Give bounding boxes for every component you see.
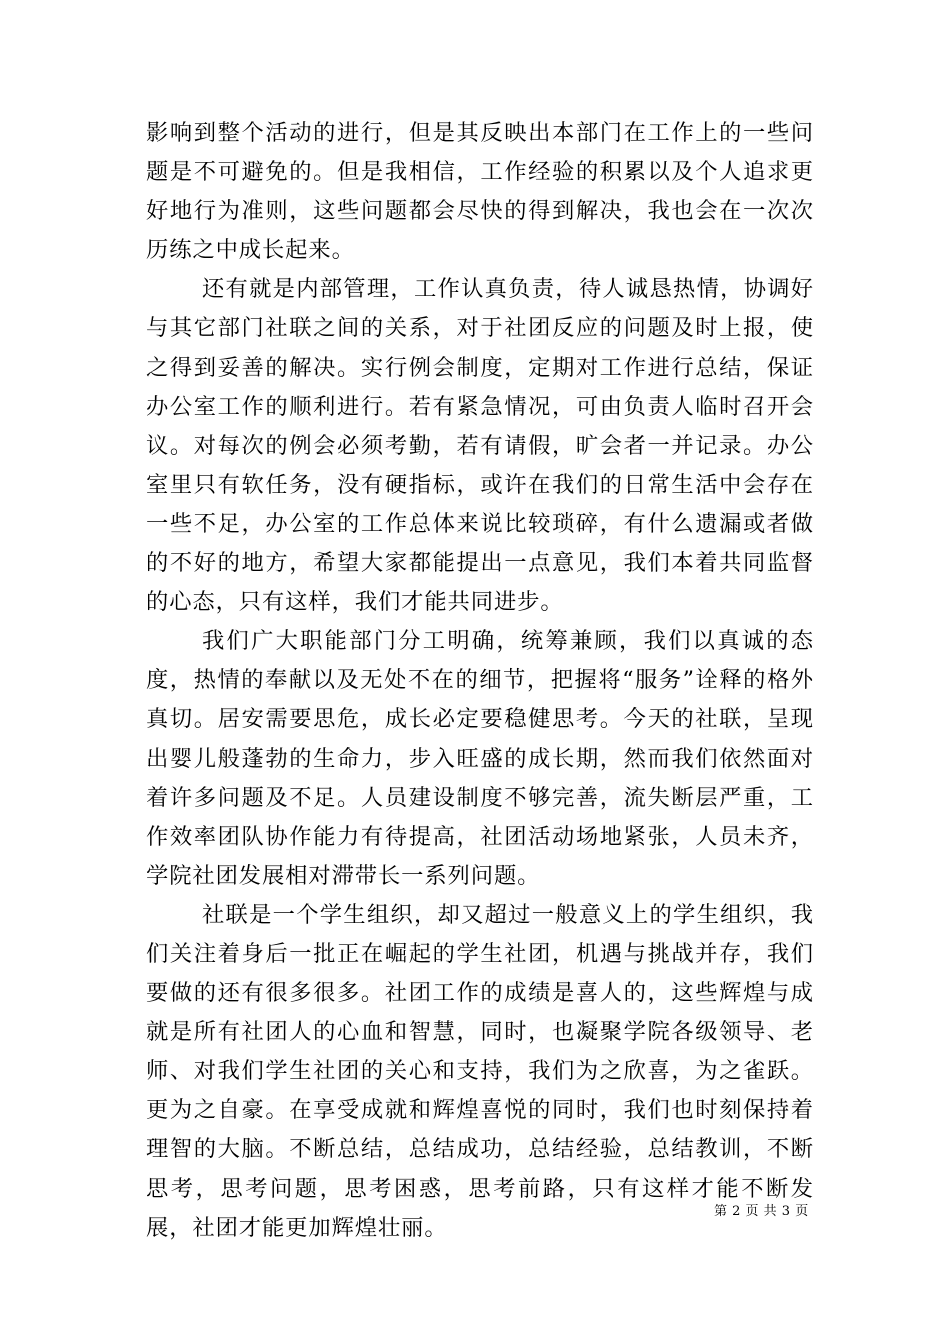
- paragraph-1: 影响到整个活动的进行，但是其反映出本部门在工作上的一些问题是不可避免的。但是我相信，工作经验的积累以及个人追求更好地行为准则，这些问题都会尽快的得到解决，我也会在一次次历练之中成长起来。: [146, 120, 814, 264]
- paragraph-4: 社联是一个学生组织，却又超过一般意义上的学生组织，我们关注着身后一批正在崛起的学生社团，机遇与挑战并存，我们要做的还有很多很多。社团工作的成绩是喜人的，这些辉煌与成就是所有社团人的心血和智慧，同时，也凝聚学院各级领导、老师、对我们学生社团的关心和支持，我们为之欣喜，为之雀跃。更为之自豪。在享受成就和辉煌喜悦的同时，我们也时刻保持着理智的大脑。不断总结，总结成功，总结经验，总结教训，不断思考，思考问题，思考困惑，思考前路，只有这样才能不断发展，社团才能更加辉煌壮丽。: [146, 901, 814, 1241]
- document-body: [146, 114, 814, 1248]
- paragraph-3: 我们广大职能部门分工明确，统筹兼顾，我们以真诚的态度，热情的奉献以及无处不在的细节，把握将“服务”诠释的格外真切。居安需要思危，成长必定要稳健思考。今天的社联，呈现出婴儿般蓬勃的生命力，步入旺盛的成长期，然而我们依然面对着许多问题及不足。人员建设制度不够完善，流失断层严重，工作效率团队协作能力有待提高，社团活动场地紧张，人员未齐，学院社团发展相对滞带长一系列问题。: [146, 628, 814, 889]
- page-number-footer: 第 2 页 共 3 页: [714, 1204, 809, 1219]
- paragraph-2: 还有就是内部管理，工作认真负责，待人诚恳热情，协调好与其它部门社联之间的关系，对于社团反应的问题及时上报，使之得到妥善的解决。实行例会制度，定期对工作进行总结，保证办公室工作的顺利进行。若有紧急情况，可由负责人临时召开会议。对每次的例会必须考勤，若有请假，旷会者一并记录。办公室里只有软任务，没有硬指标，或许在我们的日常生活中会存在一些不足，办公室的工作总体来说比较琐碎，有什么遗漏或者做的不好的地方，希望大家都能提出一点意见，我们本着共同监督的心态，只有这样，我们才能共同进步。: [146, 276, 814, 616]
